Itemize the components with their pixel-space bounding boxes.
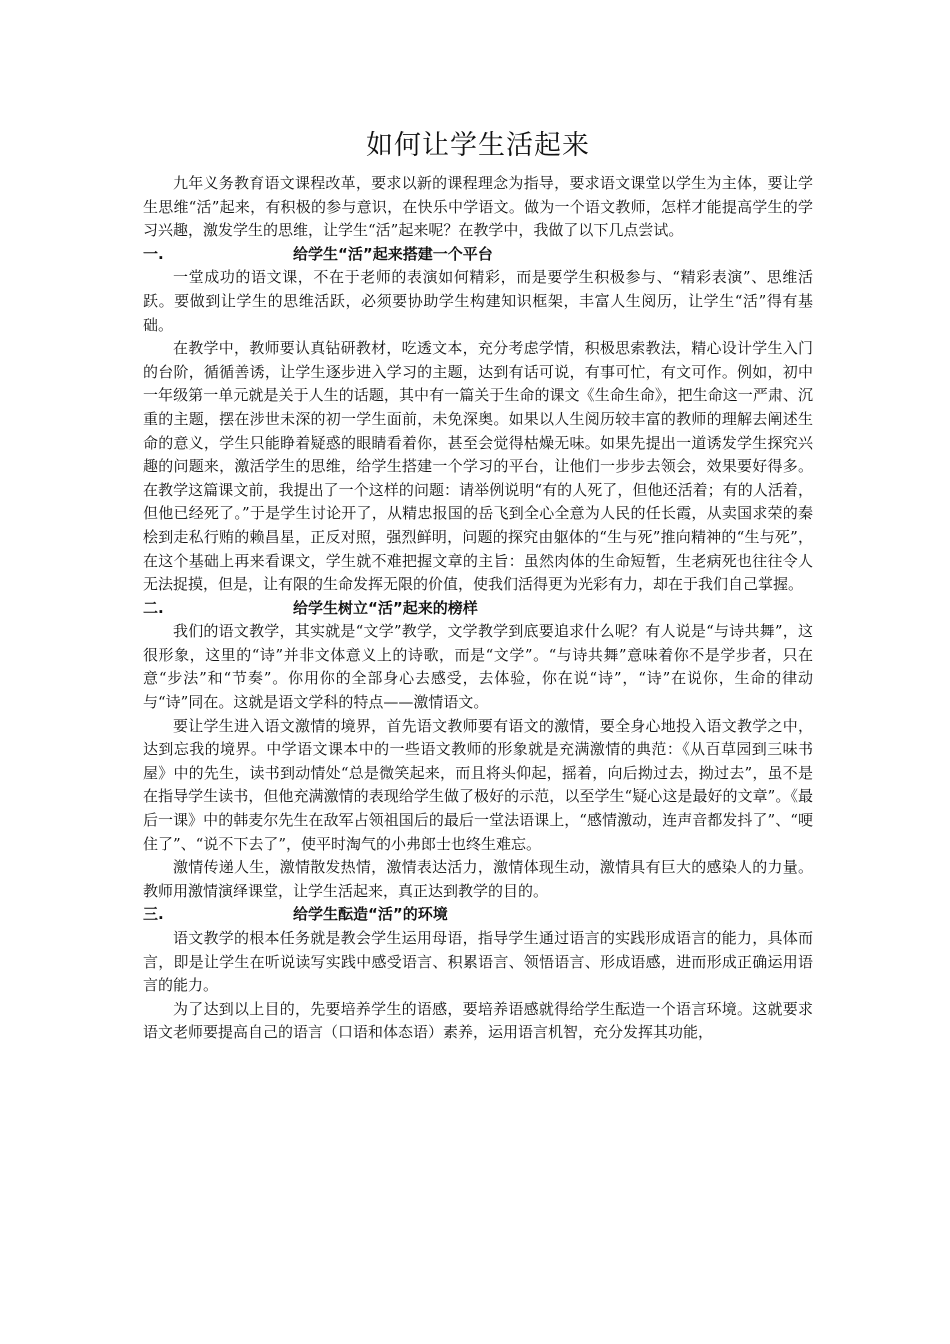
body-paragraph: 语文教学的根本任务就是教会学生运用母语，指导学生通过语言的实践形成语言的能力，具体而言，即是让学生在听说读写实践中感受语言、积累语言、领悟语言、形成语感，进而形成正确运用语言的能力。 <box>143 929 813 995</box>
intro-paragraph: 九年义务教育语文课程改革，要求以新的课程理念为指导，要求语文课堂以学生为主体，要让学生思维“活”起来，有积极的参与意识，在快乐中学语文。做为一个语文教师，怎样才能提高学生的学习兴趣，激发学生的思维，让学生“活”起来呢？在教学中，我做了以下几点尝试。 <box>143 174 813 240</box>
body-paragraph: 我们的语文教学，其实就是“文学”教学，文学教学到底要追求什么呢？有人说是“与诗共舞”，这很形象，这里的“诗”并非文体意义上的诗歌，而是“文学”。“与诗共舞”意味着你不是学步者，只在意“步法”和“节奏”。你用你的全部身心去感受，去体验，你在说“诗”，“诗”在说你，生命的律动与“诗”同在。这就是语文学科的特点——激情语文。 <box>143 622 813 712</box>
body-paragraph: 为了达到以上目的，先要培养学生的语感，要培养语感就得给学生酝造一个语言环境。这就要求语文老师要提高自己的语言（口语和体态语）素养，运用语言机智，充分发挥其功能， <box>143 999 813 1042</box>
body-paragraph: 激情传递人生，激情散发热情，激情表达活力，激情体现生动，激情具有巨大的感染人的力量。教师用激情演绎课堂，让学生活起来，真正达到教学的目的。 <box>143 858 813 900</box>
section-number: 一. <box>143 244 164 263</box>
section-title: 给学生“活”起来搭建一个平台 <box>293 244 493 263</box>
body-paragraph: 在教学中，教师要认真钻研教材，吃透文本，充分考虑学情，积极思索教法，精心设计学生入门的台阶，循循善诱，让学生逐步进入学习的主题，达到有话可说，有事可忙，有文可作。例如，初中一年级第一单元就是关于人生的话题，其中有一篇关于生命的课文《生命生命》，把生命这一严肃、沉重的主题，摆在涉世未深的初一学生面前，未免深奥。如果以人生阅历较丰富的教师的理解去阐述生命的意义，学生只能睁着疑惑的眼睛看着你，甚至会觉得枯燥无味。如果先提出一道诱发学生探究兴趣的问题来，激活学生的思维，给学生搭建一个学习的平台，让他们一步步去领会，效果要好得多。在教学这篇课文前，我提出了一个这样的问题：请举例说明“有的人死了，但他还活着；有的人活着，但他已经死了。”于是学生讨论开了，从精忠报国的岳飞到全心全意为人民的任长霞，从卖国求荣的秦桧到走私行贿的赖昌星，正反对照，强烈鲜明，问题的探究由躯体的“生与死”推向精神的“生与死”，在这个基础上再来看课文，学生就不难把握文章的主旨：虽然肉体的生命短暂，生老病死也往往令人无法捉摸，但是，让有限的生命发挥无限的价值，使我们活得更为光彩有力，却在于我们自己掌握。 <box>143 339 813 594</box>
document-title: 如何让学生活起来 <box>366 130 590 161</box>
body-paragraph: 要让学生进入语文激情的境界，首先语文教师要有语文的激情，要全身心地投入语文教学之中，达到忘我的境界。中学语文课本中的一些语文教师的形象就是充满激情的典范：《从百草园到三味书屋》中的先生，读书到动情处“总是微笑起来，而且将头仰起，摇着，向后拗过去，拗过去”，虽不是在指导学生读书，但他充满激情的表现给学生做了极好的示范，以至学生“疑心这是最好的文章”。《最后一课》中的韩麦尔先生在敌军占领祖国后的最后一堂法语课上，“感情激动，连声音都发抖了”、“哽住了”、“说不下去了”，使平时淘气的小弗郎士也终生难忘。 <box>143 716 813 853</box>
document-page <box>143 128 813 1045</box>
section-heading-2 <box>143 597 813 621</box>
body-paragraph: 一堂成功的语文课，不在于老师的表演如何精彩，而是要学生积极参与、“精彩表演”、思维活跃。要做到让学生的思维活跃，必须要协助学生构建知识框架，丰富人生阅历，让学生“活”得有基础。 <box>143 268 813 334</box>
section-title: 给学生酝造“活”的环境 <box>293 905 448 924</box>
section-heading-1 <box>143 243 813 267</box>
section-number: 三. <box>143 905 164 924</box>
section-heading-3 <box>143 903 813 927</box>
section-title: 给学生树立“活”起来的榜样 <box>293 598 478 617</box>
section-number: 二. <box>143 598 164 617</box>
